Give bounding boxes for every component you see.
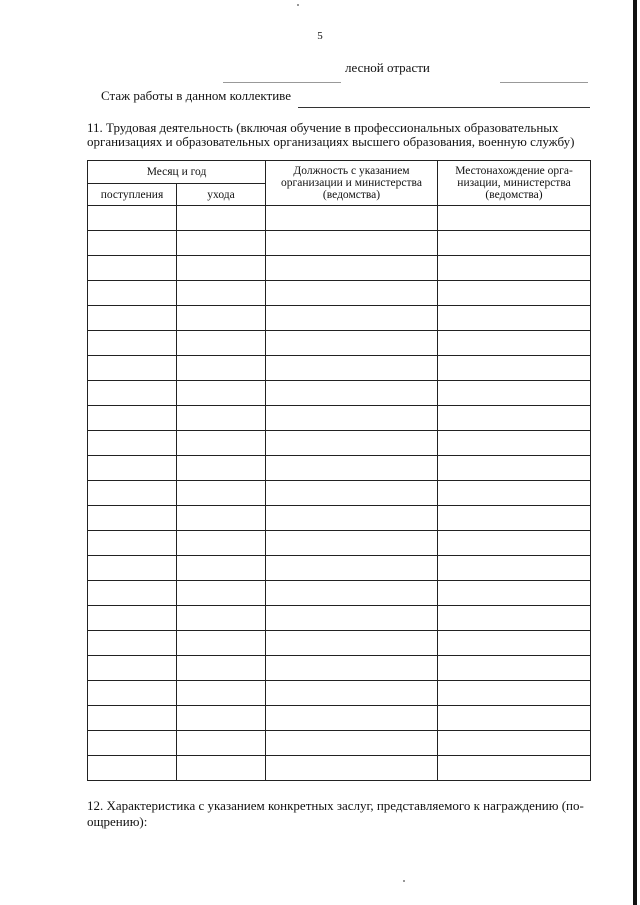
section-11-line-2: организациях и образовательных организациях высшего образования, военную службу) (87, 134, 575, 149)
cell-position[interactable] (266, 406, 438, 431)
cell-location[interactable] (438, 656, 591, 681)
cell-location[interactable] (438, 256, 591, 281)
cell-entry[interactable] (88, 506, 177, 531)
table-row (88, 531, 591, 556)
cell-location[interactable] (438, 406, 591, 431)
cell-location[interactable] (438, 231, 591, 256)
cell-entry[interactable] (88, 531, 177, 556)
cell-exit[interactable] (177, 631, 266, 656)
cell-entry[interactable] (88, 231, 177, 256)
cell-position[interactable] (266, 431, 438, 456)
cell-position[interactable] (266, 281, 438, 306)
cell-location[interactable] (438, 631, 591, 656)
cell-position[interactable] (266, 481, 438, 506)
experience-label: Стаж работы в данном коллективе (101, 88, 291, 103)
table-row (88, 681, 591, 706)
table-row (88, 556, 591, 581)
cell-position[interactable] (266, 656, 438, 681)
cell-position[interactable] (266, 606, 438, 631)
cell-entry[interactable] (88, 756, 177, 781)
table-row (88, 606, 591, 631)
cell-position[interactable] (266, 631, 438, 656)
cell-exit[interactable] (177, 256, 266, 281)
page-edge-shadow (633, 0, 637, 905)
cell-position[interactable] (266, 306, 438, 331)
cell-location[interactable] (438, 431, 591, 456)
cell-exit[interactable] (177, 456, 266, 481)
cell-exit[interactable] (177, 706, 266, 731)
cell-position[interactable] (266, 531, 438, 556)
cell-exit[interactable] (177, 581, 266, 606)
section-12: 12. Характеристика с указанием конкретных заслуг, представляемого к награждению (по- ощрению): (87, 798, 584, 829)
cell-entry[interactable] (88, 456, 177, 481)
table-row (88, 506, 591, 531)
cell-position[interactable] (266, 456, 438, 481)
cell-exit[interactable] (177, 406, 266, 431)
industry-text: лесной отрасти (345, 60, 430, 75)
cell-position[interactable] (266, 681, 438, 706)
table-row (88, 756, 591, 781)
cell-location[interactable] (438, 381, 591, 406)
cell-exit[interactable] (177, 481, 266, 506)
employment-table (87, 160, 591, 781)
table-row (88, 731, 591, 756)
cell-exit[interactable] (177, 681, 266, 706)
cell-entry[interactable] (88, 481, 177, 506)
cell-exit[interactable] (177, 656, 266, 681)
cell-exit[interactable] (177, 206, 266, 231)
table-row (88, 381, 591, 406)
cell-entry[interactable] (88, 331, 177, 356)
cell-entry[interactable] (88, 381, 177, 406)
cell-location[interactable] (438, 731, 591, 756)
table-row (88, 356, 591, 381)
cell-position[interactable] (266, 556, 438, 581)
cell-entry[interactable] (88, 606, 177, 631)
header-position: Должность с указанием организации и министерства (ведомства) (266, 161, 438, 206)
table-row (88, 406, 591, 431)
cell-entry[interactable] (88, 281, 177, 306)
table-body (88, 206, 591, 781)
blank-line-left (223, 82, 341, 83)
scan-speck (403, 880, 405, 882)
cell-location[interactable] (438, 756, 591, 781)
cell-position[interactable] (266, 506, 438, 531)
cell-entry[interactable] (88, 681, 177, 706)
table-row (88, 456, 591, 481)
cell-exit[interactable] (177, 531, 266, 556)
table-row (88, 206, 591, 231)
cell-exit[interactable] (177, 756, 266, 781)
cell-entry[interactable] (88, 306, 177, 331)
cell-entry[interactable] (88, 206, 177, 231)
cell-exit[interactable] (177, 356, 266, 381)
cell-position[interactable] (266, 356, 438, 381)
table-row (88, 581, 591, 606)
table-row (88, 631, 591, 656)
cell-exit[interactable] (177, 606, 266, 631)
experience-blank-line (298, 107, 590, 108)
header-month-year: Месяц и год (88, 161, 266, 184)
cell-entry[interactable] (88, 431, 177, 456)
cell-position[interactable] (266, 206, 438, 231)
cell-location[interactable] (438, 206, 591, 231)
cell-exit[interactable] (177, 381, 266, 406)
cell-exit[interactable] (177, 281, 266, 306)
cell-location[interactable] (438, 531, 591, 556)
cell-location[interactable] (438, 606, 591, 631)
cell-location[interactable] (438, 706, 591, 731)
table-row (88, 306, 591, 331)
cell-entry[interactable] (88, 256, 177, 281)
cell-exit[interactable] (177, 556, 266, 581)
cell-position[interactable] (266, 381, 438, 406)
cell-position[interactable] (266, 581, 438, 606)
table-row (88, 481, 591, 506)
header-exit: ухода (177, 184, 266, 206)
cell-entry[interactable] (88, 556, 177, 581)
cell-entry[interactable] (88, 706, 177, 731)
cell-position[interactable] (266, 331, 438, 356)
cell-position[interactable] (266, 731, 438, 756)
cell-location[interactable] (438, 506, 591, 531)
cell-position[interactable] (266, 706, 438, 731)
table-row (88, 706, 591, 731)
table-row (88, 331, 591, 356)
cell-exit[interactable] (177, 331, 266, 356)
cell-entry[interactable] (88, 406, 177, 431)
cell-entry[interactable] (88, 581, 177, 606)
cell-exit[interactable] (177, 731, 266, 756)
cell-position[interactable] (266, 231, 438, 256)
table-row (88, 256, 591, 281)
cell-entry[interactable] (88, 356, 177, 381)
table-row (88, 656, 591, 681)
header-entry: поступления (88, 184, 177, 206)
table-row (88, 231, 591, 256)
cell-exit[interactable] (177, 506, 266, 531)
blank-line-right (500, 82, 588, 83)
cell-location[interactable] (438, 356, 591, 381)
cell-exit[interactable] (177, 306, 266, 331)
cell-location[interactable] (438, 581, 591, 606)
cell-entry[interactable] (88, 731, 177, 756)
cell-position[interactable] (266, 256, 438, 281)
cell-location[interactable] (438, 481, 591, 506)
cell-entry[interactable] (88, 656, 177, 681)
cell-location[interactable] (438, 681, 591, 706)
section-11-line-1: 11. Трудовая деятельность (включая обучение в профессиональных образовательных (87, 120, 559, 135)
cell-position[interactable] (266, 756, 438, 781)
cell-location[interactable] (438, 556, 591, 581)
cell-location[interactable] (438, 331, 591, 356)
table-row (88, 281, 591, 306)
page-number: 5 (317, 30, 323, 42)
cell-entry[interactable] (88, 631, 177, 656)
cell-location[interactable] (438, 456, 591, 481)
table-row (88, 431, 591, 456)
cell-location[interactable] (438, 306, 591, 331)
cell-exit[interactable] (177, 431, 266, 456)
cell-exit[interactable] (177, 231, 266, 256)
header-location: Местонахождение орга- низации, министерства (ведомства) (438, 161, 591, 206)
scan-speck (297, 4, 299, 6)
cell-location[interactable] (438, 281, 591, 306)
